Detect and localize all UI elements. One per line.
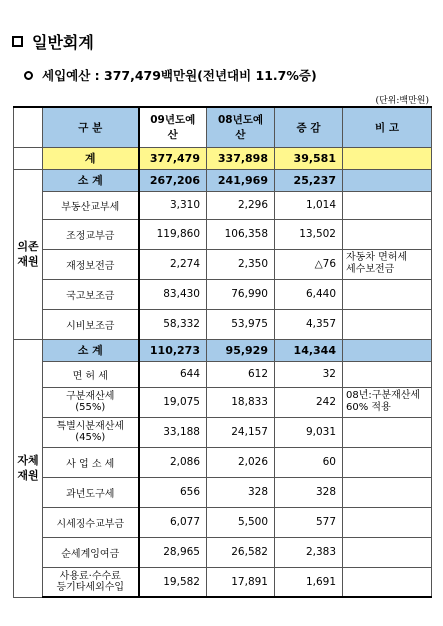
table-row	[14, 477, 432, 507]
row-08: 5,500	[207, 507, 275, 537]
total-blank-cell	[14, 147, 43, 169]
row-note	[343, 567, 432, 597]
header-08-budget: 08년도예산	[207, 107, 275, 147]
row-change: 242	[275, 387, 343, 417]
row-label: 시세징수교부금	[43, 507, 139, 537]
row-label: 재정보전금	[43, 249, 139, 279]
row-label: 사 업 소 세	[43, 447, 139, 477]
row-09: 644	[139, 361, 207, 387]
total-row	[14, 147, 432, 169]
subtotal-change: 25,237	[275, 169, 343, 191]
row-08: 2,296	[207, 191, 275, 219]
row-09: 3,310	[139, 191, 207, 219]
row-09: 58,332	[139, 309, 207, 339]
group-label: 자체 재원	[14, 339, 43, 597]
checkbox-square-icon	[12, 36, 23, 47]
subtotal-note	[343, 339, 432, 361]
subtotal-label: 소 계	[43, 169, 139, 191]
row-09: 28,965	[139, 537, 207, 567]
row-note	[343, 477, 432, 507]
row-08: 76,990	[207, 279, 275, 309]
row-change: 328	[275, 477, 343, 507]
row-note	[343, 361, 432, 387]
row-change: 2,383	[275, 537, 343, 567]
total-label: 계	[43, 147, 139, 169]
row-note	[343, 447, 432, 477]
row-08: 328	[207, 477, 275, 507]
subtitle-line	[24, 66, 317, 84]
unit-label: (단위:백만원)	[375, 96, 429, 106]
row-change: 1,014	[275, 191, 343, 219]
row-label: 시비보조금	[43, 309, 139, 339]
row-08: 18,833	[207, 387, 275, 417]
subtotal-note	[343, 169, 432, 191]
row-note	[343, 537, 432, 567]
subtotal-row	[14, 339, 432, 361]
revenue-budget-table	[13, 106, 432, 598]
total-note	[343, 147, 432, 169]
header-note: 비 고	[343, 107, 432, 147]
row-change: 6,440	[275, 279, 343, 309]
table-row	[14, 191, 432, 219]
header-change: 증 감	[275, 107, 343, 147]
total-change: 39,581	[275, 147, 343, 169]
table-row	[14, 219, 432, 249]
row-08: 26,582	[207, 537, 275, 567]
row-label: 부동산교부세	[43, 191, 139, 219]
table-row	[14, 567, 432, 597]
row-change: 13,502	[275, 219, 343, 249]
row-08: 17,891	[207, 567, 275, 597]
row-label: 조정교부금	[43, 219, 139, 249]
row-change: △76	[275, 249, 343, 279]
table-row	[14, 279, 432, 309]
subtotal-09: 110,273	[139, 339, 207, 361]
header-blank-cell	[14, 107, 43, 147]
section-heading	[12, 30, 94, 53]
table-row	[14, 507, 432, 537]
total-09: 377,479	[139, 147, 207, 169]
row-note	[343, 309, 432, 339]
table-row	[14, 417, 432, 447]
subtotal-08: 95,929	[207, 339, 275, 361]
row-note	[343, 507, 432, 537]
section-title: 일반회계	[32, 33, 94, 52]
row-09: 33,188	[139, 417, 207, 447]
row-09: 2,086	[139, 447, 207, 477]
row-09: 83,430	[139, 279, 207, 309]
header-09-budget: 09년도예산	[139, 107, 207, 147]
row-08: 2,350	[207, 249, 275, 279]
table-row	[14, 387, 432, 417]
row-09: 6,077	[139, 507, 207, 537]
row-label: 과년도구세	[43, 477, 139, 507]
row-09: 19,582	[139, 567, 207, 597]
row-09: 19,075	[139, 387, 207, 417]
header-category: 구 분	[43, 107, 139, 147]
row-08: 2,026	[207, 447, 275, 477]
row-change: 9,031	[275, 417, 343, 447]
subtotal-change: 14,344	[275, 339, 343, 361]
table-row	[14, 361, 432, 387]
circle-bullet-icon	[24, 71, 33, 80]
table-row	[14, 249, 432, 279]
row-note	[343, 417, 432, 447]
row-change: 4,357	[275, 309, 343, 339]
subtotal-row	[14, 169, 432, 191]
row-08: 612	[207, 361, 275, 387]
total-08: 337,898	[207, 147, 275, 169]
subtotal-08: 241,969	[207, 169, 275, 191]
subtotal-09: 267,206	[139, 169, 207, 191]
row-change: 577	[275, 507, 343, 537]
row-09: 119,860	[139, 219, 207, 249]
table-row	[14, 309, 432, 339]
table-row	[14, 447, 432, 477]
row-08: 24,157	[207, 417, 275, 447]
row-note: 자동차 면허세 세수보전금	[343, 249, 432, 279]
row-label: 국고보조금	[43, 279, 139, 309]
row-label: 구분재산세 (55%)	[43, 387, 139, 417]
row-note	[343, 191, 432, 219]
row-label: 면 허 세	[43, 361, 139, 387]
row-change: 32	[275, 361, 343, 387]
row-label: 순세계잉여금	[43, 537, 139, 567]
subtotal-label: 소 계	[43, 339, 139, 361]
row-09: 2,274	[139, 249, 207, 279]
subtitle-text: 세입예산 : 377,479백만원(전년대비 11.7%증)	[42, 68, 317, 83]
table-row	[14, 537, 432, 567]
row-note	[343, 219, 432, 249]
row-note: 08년:구분재산세 60% 적용	[343, 387, 432, 417]
row-08: 106,358	[207, 219, 275, 249]
row-label: 사용료·수수료 등기타세외수입	[43, 567, 139, 597]
row-change: 1,691	[275, 567, 343, 597]
row-label: 특별시분재산세 (45%)	[43, 417, 139, 447]
row-note	[343, 279, 432, 309]
row-08: 53,975	[207, 309, 275, 339]
row-09: 656	[139, 477, 207, 507]
row-change: 60	[275, 447, 343, 477]
group-label: 의존 재원	[14, 169, 43, 339]
table-header-row	[14, 107, 432, 147]
